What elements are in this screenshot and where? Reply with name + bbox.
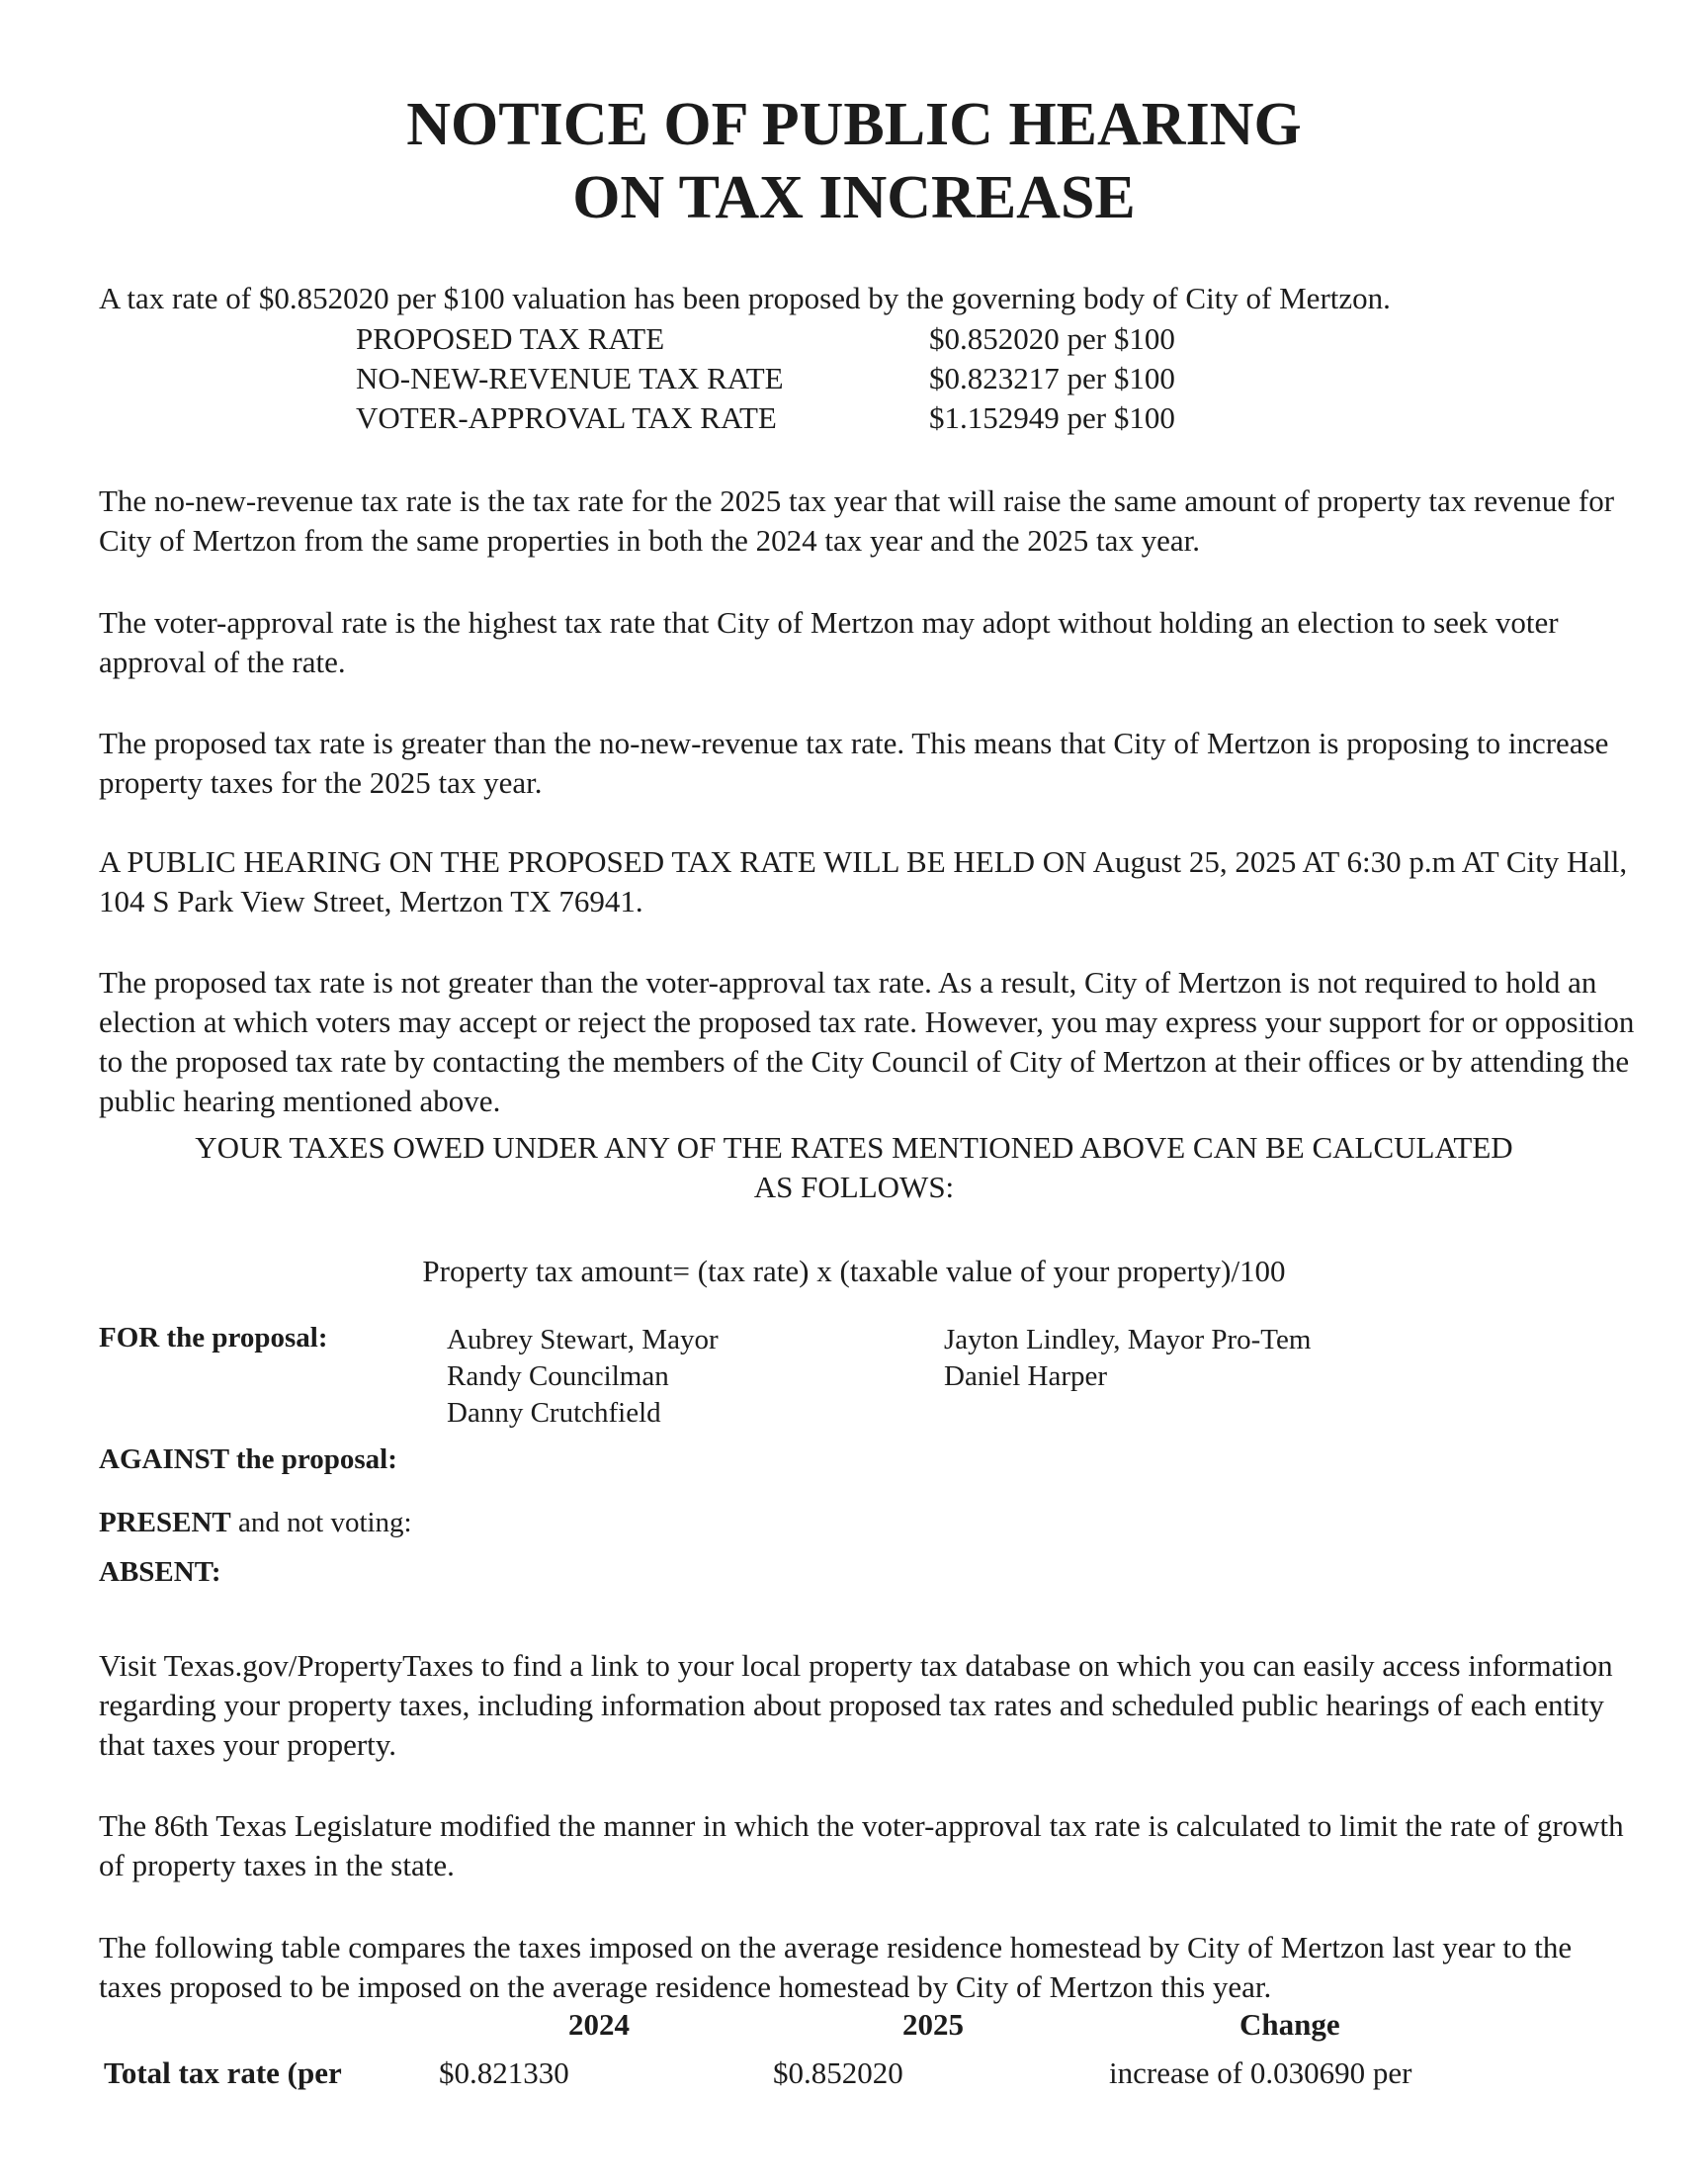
table-cell-change: increase of 0.030690 per <box>1109 2055 1412 2090</box>
council-member: Jayton Lindley, Mayor Pro-Tem <box>944 1324 1312 1355</box>
rate-not-greater-paragraph: The proposed tax rate is not greater than the voter-approval tax rate. As a result, City of Mertzon is not required to hold an election at which voters may accept or reject the proposed tax rate. However, you may express your support for or opposition to the proposed tax rate by contacting the members of the City Council of City of Mertzon at their offices or by attending the public hearing mentioned above. <box>99 965 1635 1118</box>
table-header-2024: 2024 <box>568 2007 630 2042</box>
council-member: Daniel Harper <box>944 1360 1108 1392</box>
rate-row-no-new-revenue <box>356 359 1175 398</box>
notice-title-line-2: ON TAX INCREASE <box>572 164 1136 231</box>
voter-approval-paragraph: The voter-approval rate is the highest tax rate that City of Mertzon may adopt without holding an election to seek voter approval of the rate. <box>99 605 1559 679</box>
visit-texas-gov-paragraph: Visit Texas.gov/PropertyTaxes to find a link to your local property tax database on which you can easily access information regarding your property taxes, including information about proposed tax rates and scheduled public hearings of each entity that taxes your property. <box>99 1648 1613 1762</box>
rate-row-proposed <box>356 319 1175 359</box>
table-header-change: Change <box>1239 2007 1340 2042</box>
rates-list <box>356 319 1175 438</box>
council-member: Danny Crutchfield <box>447 1397 661 1429</box>
rate-greater-paragraph: The proposed tax rate is greater than the no-new-revenue tax rate. This means that City of Mertzon is proposing to increase property taxes for the 2025 tax year. <box>99 726 1609 800</box>
calculation-heading-line-2: AS FOLLOWS: <box>753 1170 955 1204</box>
rate-value: $1.152949 per $100 <box>929 400 1175 435</box>
intro-paragraph: A tax rate of $0.852020 per $100 valuation has been proposed by the governing body of City of Mertzon. <box>99 281 1391 315</box>
legislature-paragraph: The 86th Texas Legislature modified the manner in which the voter-approval tax rate is calculated to limit the rate of growth of property taxes in the state. <box>99 1808 1624 1882</box>
rate-name: NO-NEW-REVENUE TAX RATE <box>356 361 784 395</box>
rate-value: $0.823217 per $100 <box>929 361 1175 395</box>
table-cell-2024: $0.821330 <box>439 2055 569 2090</box>
notice-title-line-1: NOTICE OF PUBLIC HEARING <box>406 91 1302 158</box>
tax-formula: Property tax amount= (tax rate) x (taxable value of your property)/100 <box>422 1254 1286 1288</box>
rate-name: PROPOSED TAX RATE <box>356 321 665 356</box>
for-names-column-2 <box>944 1322 1311 1395</box>
calculation-heading-line-1: YOUR TAXES OWED UNDER ANY OF THE RATES MENTIONED ABOVE CAN BE CALCULATED <box>195 1130 1513 1165</box>
rate-value: $0.852020 per $100 <box>929 321 1175 356</box>
table-header-2025: 2025 <box>902 2007 964 2042</box>
table-row-label: Total tax rate (per <box>104 2055 342 2090</box>
table-intro-paragraph: The following table compares the taxes imposed on the average residence homestead by City of Mertzon last year to the taxes proposed to be imposed on the average residence homestead by City of Mertzon this year. <box>99 1930 1573 2004</box>
absent-label: ABSENT: <box>99 1556 221 1588</box>
present-not-voting-label <box>99 1507 412 1539</box>
present-label-bold: PRESENT <box>99 1507 231 1538</box>
public-hearing-paragraph: A PUBLIC HEARING ON THE PROPOSED TAX RATE WILL BE HELD ON August 25, 2025 AT 6:30 p.m AT City Hall, 104 S Park View Street, Mertzon TX 76941. <box>99 844 1628 918</box>
rate-row-voter-approval <box>356 398 1175 438</box>
against-proposal-label: AGAINST the proposal: <box>99 1443 397 1475</box>
council-member: Randy Councilman <box>447 1360 669 1392</box>
rate-name: VOTER-APPROVAL TAX RATE <box>356 400 777 435</box>
present-label-rest: and not voting: <box>230 1507 412 1538</box>
for-names-column-1 <box>447 1322 719 1432</box>
table-cell-2025: $0.852020 <box>773 2055 903 2090</box>
no-new-revenue-paragraph: The no-new-revenue tax rate is the tax rate for the 2025 tax year that will raise the same amount of property tax revenue for City of Mertzon from the same properties in both the 2024 tax year and the 2025 tax year. <box>99 483 1615 558</box>
for-proposal-label: FOR the proposal: <box>99 1322 328 1353</box>
council-member: Aubrey Stewart, Mayor <box>447 1324 719 1355</box>
